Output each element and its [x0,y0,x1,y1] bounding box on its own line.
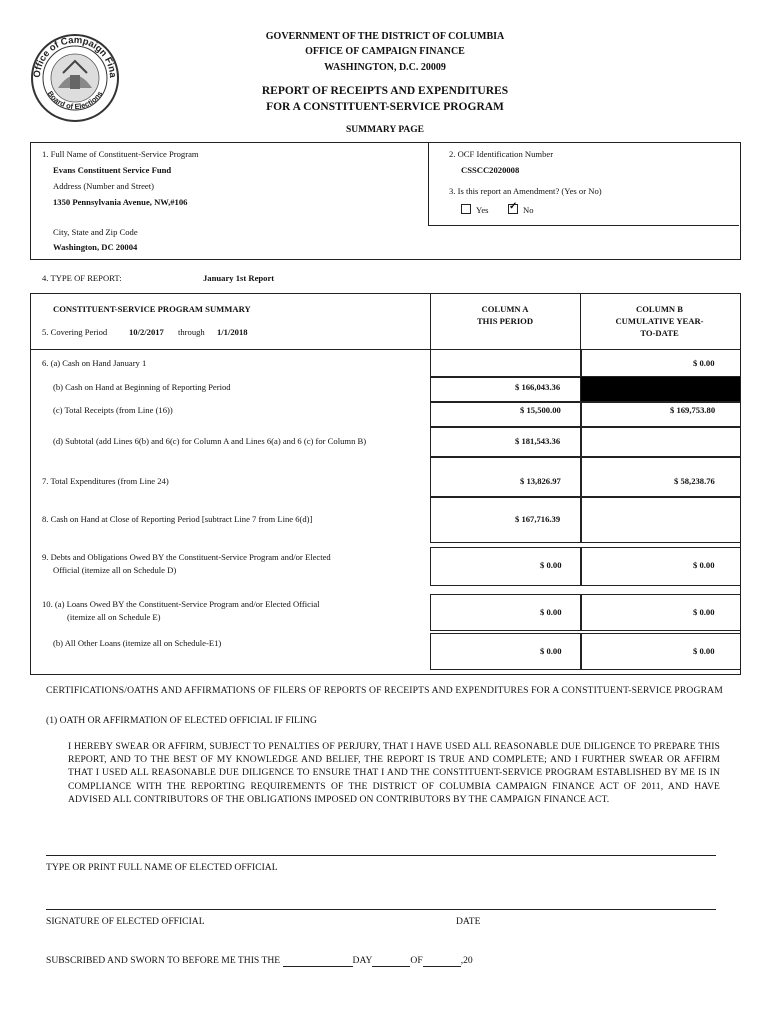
value-6b-col-a: $ 166,043.36 [515,382,561,392]
column-a-subheading: THIS PERIOD [476,316,534,326]
address-value: 1350 Pennsylvania Avenue, NW,#106 [53,197,188,207]
cell-6a-col-b [580,349,741,378]
row-6d-label: (d) Subtotal (add Lines 6(b) and 6(c) for Column A and Lines 6(a) and 6 (c) for Column B) [53,436,367,446]
cell-6d-col-b [580,426,741,458]
value-10a-col-a: $ 0.00 [540,607,562,617]
name-signature-line [46,855,716,856]
official-name-label: TYPE OR PRINT FULL NAME OF ELECTED OFFICIAL [46,862,278,873]
value-10b-col-a: $ 0.00 [540,646,562,656]
sworn-of-blank[interactable] [423,955,461,967]
covering-through: through [178,327,205,337]
oath-heading: (1) OATH OR AFFIRMATION OF ELECTED OFFICIAL IF FILING [46,715,317,726]
amendment-label: 3. Is this report an Amendment? (Yes or No) [449,186,602,196]
report-title-2: FOR A CONSTITUENT-SERVICE PROGRAM [266,101,504,113]
date-label: DATE [456,916,481,927]
column-a-heading: COLUMN A [481,304,529,314]
amendment-no-option[interactable] [508,204,534,215]
column-b-subheading-2: TO-DATE [640,328,679,338]
report-title-1: REPORT OF RECEIPTS AND EXPENDITURES [261,85,509,97]
summary-heading: CONSTITUENT-SERVICE PROGRAM SUMMARY [53,304,251,314]
sworn-of-label: OF [410,955,423,966]
sworn-statement [46,955,473,967]
row-10a-label: 10. (a) Loans Owed BY the Constituent-Service Program and/or Elected Official [42,599,320,609]
row-7-label: 7. Total Expenditures (from Line 24) [42,476,169,486]
report-type-value: January 1st Report [203,273,275,283]
svg-text:Board of Elections: Board of Elections [45,89,105,112]
cell-6c-col-b [580,401,741,428]
row-9-label: 9. Debts and Obligations Owed BY the Constituent-Service Program and/or Elected [42,552,331,562]
value-6c-col-b: $ 169,753.80 [670,405,716,415]
city-value: Washington, DC 20004 [53,242,138,252]
header-line-1: GOVERNMENT OF THE DISTRICT OF COLUMBIA [265,31,505,42]
row-9-label-cont: Official (itemize all on Schedule D) [53,565,177,575]
value-9-col-a: $ 0.00 [540,560,562,570]
value-7-col-a: $ 13,826.97 [520,476,561,486]
row-10b-label: (b) All Other Loans (itemize all on Schedule-E1) [53,638,222,648]
value-9-col-b: $ 0.00 [693,560,715,570]
sworn-day-label: DAY [352,955,373,966]
value-7-col-b: $ 58,238.76 [674,476,715,486]
covering-from: 10/2/2017 [129,327,164,337]
sworn-prefix: SUBSCRIBED AND SWORN TO BEFORE ME THIS THE [46,955,281,966]
summary-page-heading: SUMMARY PAGE [345,125,425,135]
cell-10a-col-b [580,594,741,631]
oath-text: I HEREBY SWEAR OR AFFIRM, SUBJECT TO PENALTIES OF PERJURY, THAT I HAVE USED ALL REASONABLE DUE DILIGENCE TO PREPARE THIS REPORT, AND TO THE BEST OF MY KNOWLEDGE AND BELIEF, THE REPORT IS TRUE AND COMPLETE; AND I FURTHER SWEAR OR AFFIRM THAT I USED ALL REASONABLE DUE DILIGENCE TO ENSURE THAT I AND THE CONSTITUENT-SERVICE PROGRAM ESTABLISHED BY ME IS IN COMPLIANCE WITH THE REPORTING REQUIREMENTS OF THE DISTRICT OF COLUMBIA CAMPAIGN FINANCE ACT OF 2011, AND HAVE ADVISED ALL CONTRIBUTORS OF THE OBLIGATIONS IMPOSED ON CONTRIBUTORS BY THE CAMPAIGN FINANCE ACT. [68,741,720,805]
value-6a-col-b: $ 0.00 [693,358,715,368]
svg-text:DC Office of Campaign Finance: Office of Campaign Fina [31,34,119,79]
row-6b-label: (b) Cash on Hand at Beginning of Reporting Period [53,382,231,392]
signature-label: SIGNATURE OF ELECTED OFFICIAL [46,916,205,927]
yes-label: Yes [476,205,489,215]
cell-6b-col-b-shaded [580,376,741,403]
no-checkbox[interactable] [508,204,518,214]
value-10a-col-b: $ 0.00 [693,607,715,617]
report-type-label: 4. TYPE OF REPORT: [42,273,122,283]
covering-period-label: 5. Covering Period [42,327,108,337]
covering-to: 1/1/2018 [217,327,248,337]
cell-9-col-b [580,547,741,586]
city-label: City, State and Zip Code [53,227,138,237]
value-6d-col-a: $ 181,543.36 [515,436,561,446]
header-line-3: WASHINGTON, D.C. 20009 [324,62,446,73]
row-10a-label-cont: (itemize all on Schedule E) [67,612,161,622]
value-8-col-a: $ 167,716.39 [515,514,561,524]
sworn-day-blank[interactable] [283,955,353,967]
column-b-subheading-1: CUMULATIVE YEAR- [615,316,704,326]
sworn-month-blank[interactable] [372,955,410,967]
column-b-heading: COLUMN B [635,304,684,314]
amendment-yes-option[interactable] [461,204,489,215]
value-6c-col-a: $ 15,500.00 [520,405,561,415]
no-label: No [523,205,534,215]
row-6c-label: (c) Total Receipts (from Line (16)) [53,405,173,415]
yes-checkbox[interactable] [461,204,471,214]
signature-line [46,909,716,910]
row-8-label: 8. Cash on Hand at Close of Reporting Period [subtract Line 7 from Line 6(d)] [42,514,313,524]
cell-10b-col-b [580,633,741,670]
address-label: Address (Number and Street) [53,181,154,191]
cell-8-col-b [580,496,741,543]
cell-6a-col-a [430,349,582,378]
sworn-year-label: ,20 [460,955,473,966]
program-name-value: Evans Constituent Service Fund [53,165,172,175]
cell-7-col-b [580,456,741,498]
header-line-2: OFFICE OF CAMPAIGN FINANCE [305,46,465,57]
certifications-heading: CERTIFICATIONS/OATHS AND AFFIRMATIONS OF FILERS OF REPORTS OF RECEIPTS AND EXPENDITURES FOR A CONSTITUENT-SERVICE PROGRAM [46,685,723,696]
row-6a-label: 6. (a) Cash on Hand January 1 [42,358,147,368]
ocf-id-value: CSSCC2020008 [461,165,520,175]
ocf-id-label: 2. OCF Identification Number [449,149,554,159]
program-name-label: 1. Full Name of Constituent-Service Program [42,149,199,159]
value-10b-col-b: $ 0.00 [693,646,715,656]
